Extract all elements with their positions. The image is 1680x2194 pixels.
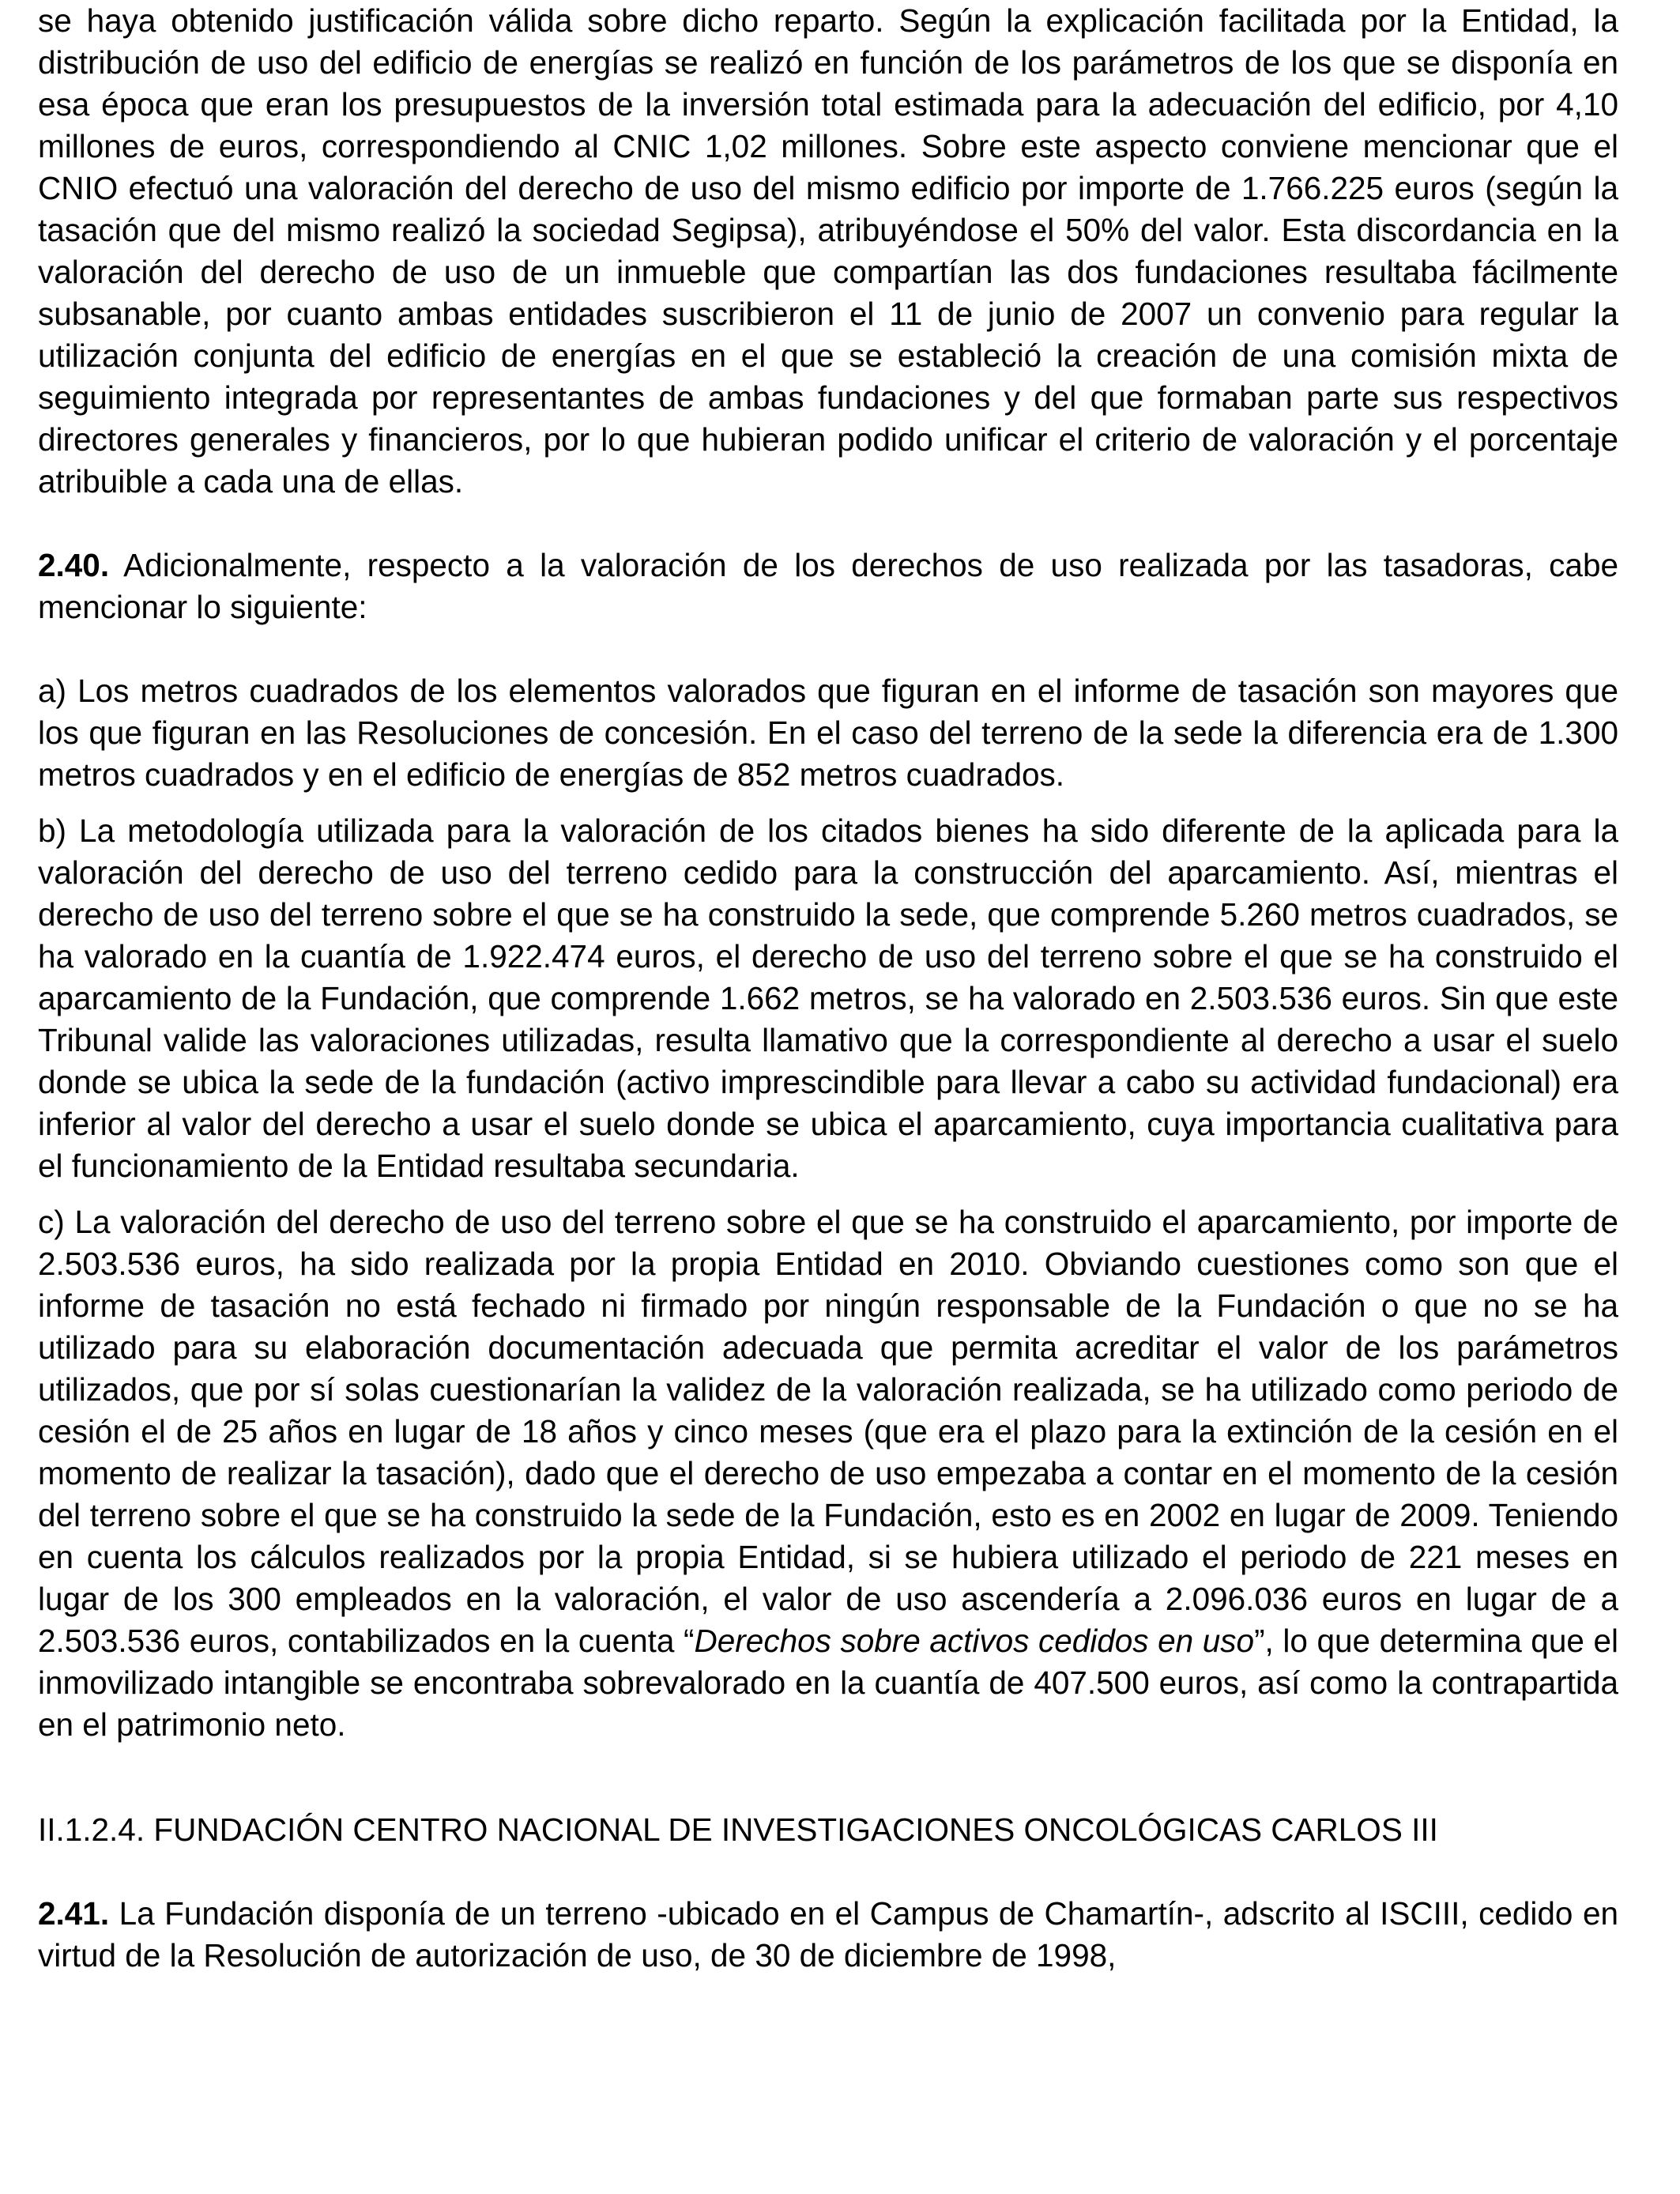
list-text: Los metros cuadrados de los elementos valorados que figuran en el informe de tasación son mayores que los que figuran en las Resoluciones de concesión. En el caso del terreno de la sede la diferencia era de 1.300 metros cuadrados y en el edificio de energías de 852 metros cuadrados.: [38, 673, 1618, 793]
paragraph-2-41: [38, 1893, 1618, 1977]
paragraph-text: La Fundación disponía de un terreno -ubicado en el Campus de Chamartín-, adscrito al ISCIII, cedido en virtud de la Resolución de autorización de uso, de 30 de diciembre de 1998,: [38, 1895, 1618, 1973]
paragraph-2-40: [38, 545, 1618, 628]
paragraph-number: 2.41.: [38, 1895, 110, 1932]
list-item-a: [38, 670, 1618, 796]
paragraph-continuation: [38, 0, 1618, 503]
list-label: c): [38, 1204, 65, 1240]
section-heading-text: II.1.2.4. FUNDACIÓN CENTRO NACIONAL DE INVESTIGACIONES ONCOLÓGICAS CARLOS III: [38, 1811, 1438, 1848]
document-page: [38, 0, 1618, 1977]
list-label: b): [38, 812, 67, 849]
list-text: ”, lo que determina que el inmovilizado intangible se encontraba sobrevalorado en la cuantía de 407.500 euros, así como la contrapartida en el patrimonio neto.: [38, 1623, 1618, 1743]
list-text: La valoración del derecho de uso del terreno sobre el que se ha construido el aparcamiento, por importe de 2.503.536 euros, ha sido realizada por la propia Entidad en 2010. Obviando cuestiones como son que el informe de tasación no está fechado ni firmado por ningún responsable de la Fundación o que no se ha utilizado para su elaboración documentación adecuada que permita acreditar el valor de los parámetros utilizados, que por sí solas cuestionarían la validez de la valoración realizada, se ha utilizado como periodo de cesión el de 25 años en lugar de 18 años y cinco meses (que era el plazo para la extinción de la cesión en el momento de realizar la tasación), dado que el derecho de uso empezaba a contar en el momento de la cesión del terreno sobre el que se ha construido la sede de la Fundación, esto es en 2002 en lugar de 2009. Teniendo en cuenta los cálculos realizados por la propia Entidad, si se hubiera utilizado el periodo de 221 meses en lugar de los 300 empleados en la valoración, el valor de uso ascendería a 2.096.036 euros en lugar de a 2.503.536 euros, contabilizados en la cuenta “: [38, 1204, 1618, 1659]
paragraph-text: se haya obtenido justificación válida sobre dicho reparto. Según la explicación facilitada por la Entidad, la distribución de uso del edificio de energías se realizó en función de los parámetros de los que se disponía en esa época que eran los presupuestos de la inversión total estimada para la adecuación del edificio, por 4,10 millones de euros, correspondiendo al CNIC 1,02 millones. Sobre este aspecto conviene mencionar que el CNIO efectuó una valoración del derecho de uso del mismo edificio por importe de 1.766.225 euros (según la tasación que del mismo realizó la sociedad Segipsa), atribuyéndose el 50% del valor. Esta discordancia en la valoración del derecho de uso de un inmueble que compartían las dos fundaciones resultaba fácilmente subsanable, por cuanto ambas entidades suscribieron el 11 de junio de 2007 un convenio para regular la utilización conjunta del edificio de energías en el que se estableció la creación de una comisión mixta de seguimiento integrada por representantes de ambas fundaciones y del que formaban parte sus respectivos directores generales y financieros, por lo que hubieran podido unificar el criterio de valoración y el porcentaje atribuible a cada una de ellas.: [38, 2, 1618, 499]
paragraph-text: Adicionalmente, respecto a la valoración de los derechos de uso realizada por las tasadoras, cabe mencionar lo siguiente:: [38, 547, 1618, 625]
list-text: La metodología utilizada para la valoración de los citados bienes ha sido diferente de la aplicada para la valoración del derecho de uso del terreno cedido para la construcción del aparcamiento. Así, mientras el derecho de uso del terreno sobre el que se ha construido la sede, que comprende 5.260 metros cuadrados, se ha valorado en la cuantía de 1.922.474 euros, el derecho de uso del terreno sobre el que se ha construido el aparcamiento de la Fundación, que comprende 1.662 metros, se ha valorado en 2.503.536 euros. Sin que este Tribunal valide las valoraciones utilizadas, resulta llamativo que la correspondiente al derecho a usar el suelo donde se ubica la sede de la fundación (activo imprescindible para llevar a cabo su actividad fundacional) era inferior al valor del derecho a usar el suelo donde se ubica el aparcamiento, cuya importancia cualitativa para el funcionamiento de la Entidad resultaba secundaria.: [38, 812, 1618, 1184]
list-item-c: [38, 1201, 1618, 1746]
list-item-b: [38, 810, 1618, 1187]
list-label: a): [38, 673, 67, 709]
section-heading: [38, 1809, 1618, 1851]
account-name: Derechos sobre activos cedidos en uso: [694, 1623, 1255, 1659]
paragraph-number: 2.40.: [38, 547, 110, 583]
